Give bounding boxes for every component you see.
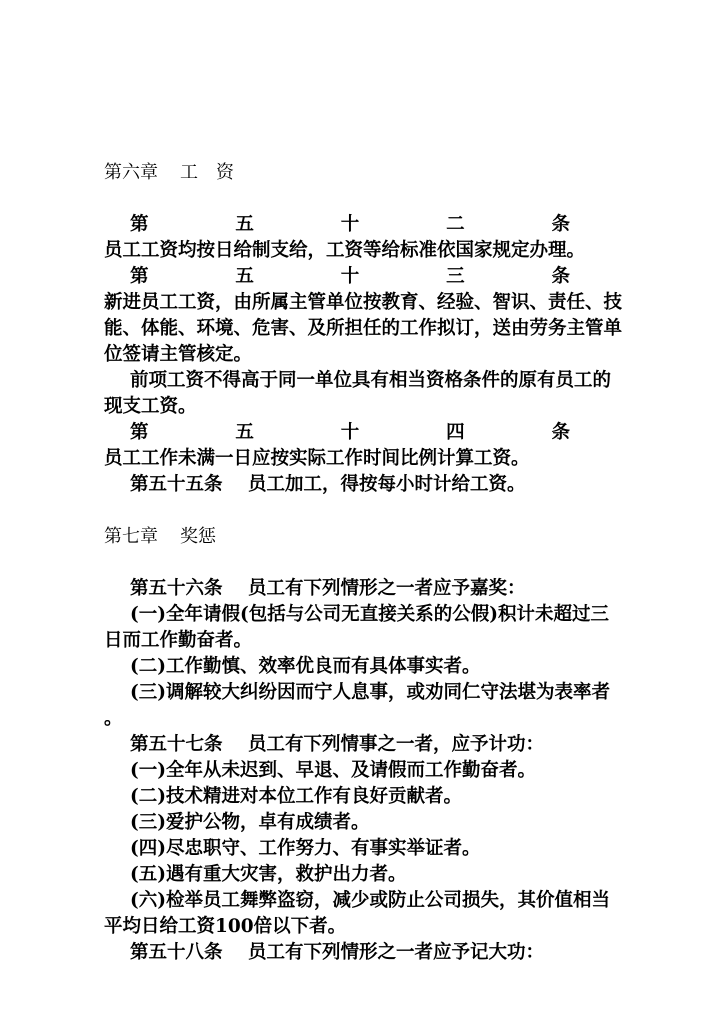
article-53-para2-line: 前项工资不得高于同一单位具有相当资格条件的原有员工的: [130, 370, 612, 391]
label-char: 五: [235, 266, 254, 287]
chapter-number: 第六章: [104, 162, 158, 183]
article-53-line: 位签请主管核定。: [104, 344, 253, 365]
article-57-item: (二)技术精进对本位工作有良好贡献者。: [130, 786, 463, 807]
label-char: 四: [446, 422, 465, 443]
label-char: 条: [551, 214, 570, 235]
label-char: 条: [551, 422, 570, 443]
article-56-item: (三)调解较大纠纷因而宁人息事，或劝同仁守法堪为表率者: [130, 682, 611, 703]
label-char: 十: [340, 422, 360, 443]
chapter-7-heading: [104, 524, 656, 550]
article-52-label: [104, 212, 656, 238]
article-55-body: 员工加工，得按每小时计给工资。: [248, 474, 526, 495]
article-57-item: (三)爱护公物，卓有成绩者。: [130, 812, 370, 833]
document-page: [104, 160, 656, 966]
article-58-label: 第五十八条: [130, 942, 223, 963]
label-char: 条: [551, 266, 570, 287]
article-55: [104, 472, 656, 498]
article-57-item: (四)尽忠职守、工作努力、有事实举证者。: [130, 838, 481, 859]
label-char: 五: [235, 422, 254, 443]
article-57-label: 第五十七条: [130, 734, 223, 755]
article-57: [104, 732, 656, 758]
article-57-item: (五)遇有重大灾害，救护出力者。: [130, 864, 407, 885]
article-58-intro: 员工有下列情形之一者应予记大功：: [248, 942, 545, 963]
label-char: 十: [340, 214, 360, 235]
article-57-item: 平均日给工资100倍以下者。: [104, 916, 347, 937]
article-54-body: 员工工作未满一日应按实际工作时间比例计算工资。: [104, 448, 530, 469]
label-char: 第: [130, 266, 149, 287]
article-56-item: 日而工作勤奋者。: [104, 630, 253, 651]
article-57-item: (一)全年从未迟到、早退、及请假而工作勤奋者。: [130, 760, 537, 781]
chapter-name: 奖惩: [180, 526, 216, 547]
article-56-item: (二)工作勤慎、效率优良而有具体事实者。: [130, 656, 481, 677]
label-char: 第: [130, 422, 149, 443]
label-char: 五: [235, 214, 254, 235]
label-char: 三: [446, 266, 465, 287]
article-56-item: (一)全年请假(包括与公司无直接关系的公假)积计未超过三: [130, 604, 610, 625]
article-58: [104, 940, 656, 966]
article-54-label: [104, 420, 656, 446]
label-char: 第: [130, 214, 149, 235]
chapter-name: 工 资: [180, 162, 234, 183]
article-53-para2-line: 现支工资。: [104, 396, 197, 417]
label-char: 二: [446, 214, 465, 235]
chapter-number: 第七章: [104, 526, 158, 547]
article-56-label: 第五十六条: [130, 578, 223, 599]
article-57-item: (六)检举员工舞弊盗窃，减少或防止公司损失，其价值相当: [130, 890, 611, 911]
article-55-label: 第五十五条: [130, 474, 223, 495]
article-53-line: 新进员工工资，由所属主管单位按教育、经验、智识、责任、技: [104, 292, 623, 313]
article-56: [104, 576, 656, 602]
label-char: 十: [340, 266, 360, 287]
article-53-label: [104, 264, 656, 290]
article-56-intro: 员工有下列情形之一者应予嘉奖：: [248, 578, 526, 599]
chapter-6-heading: [104, 160, 656, 186]
article-53-line: 能、体能、环境、危害、及所担任的工作拟订，送由劳务主管单: [104, 318, 623, 339]
article-52-body: 员工工资均按日给制支给，工资等给标准依国家规定办理。: [104, 240, 586, 261]
article-56-item: 。: [104, 708, 123, 729]
article-57-intro: 员工有下列情事之一者，应予计功：: [248, 734, 545, 755]
